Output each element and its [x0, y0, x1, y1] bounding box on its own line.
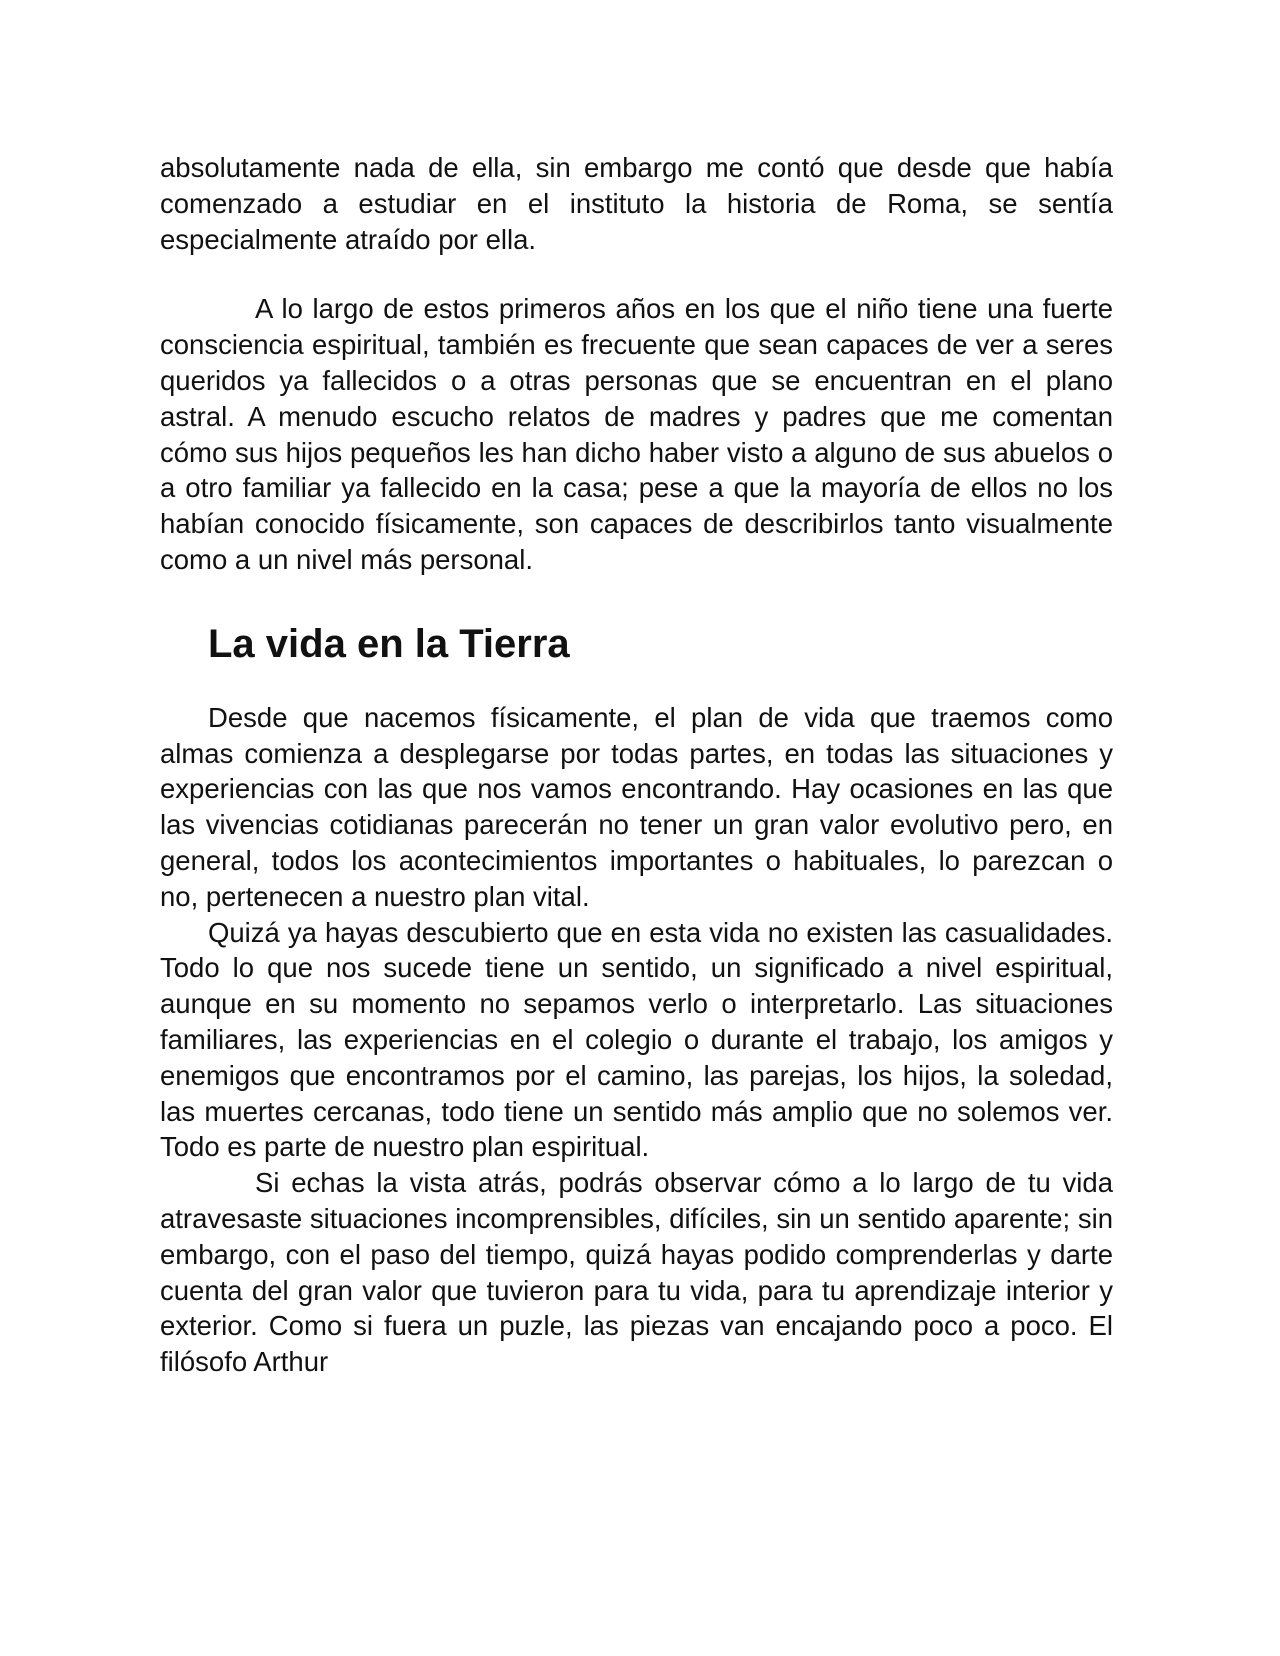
- paragraph-life-plan: Desde que nacemos físicamente, el plan de vida que traemos como almas comienza a desplegarse por todas partes, en todas las situaciones y experiencias con las que nos vamos encontrando. Hay ocasiones en las que las vivencias cotidianas parecerán no tener un gran valor evolutivo pero, en general, todos los acontecimientos importantes o habituales, lo parezcan o no, pertenecen a nuestro plan vital.: [160, 701, 1113, 912]
- document-page: [160, 150, 1113, 1380]
- section-heading: La vida en la Tierra: [208, 621, 570, 666]
- paragraph-spiritual-consciousness: A lo largo de estos primeros años en los que el niño tiene una fuerte consciencia espiritual, también es frecuente que sean capaces de ver a seres queridos ya fallecidos o a otras personas que se encuentran en el plano astral. A menudo escucho relatos de madres y padres que me comentan cómo sus hijos pequeños les han dicho haber visto a alguno de sus abuelos o a otro familiar ya fallecido en la casa; pese a que la mayoría de ellos no los habían conocido físicamente, son capaces de describirlos tanto visualmente como a un nivel más personal.: [160, 293, 1113, 575]
- paragraph-continuation: absolutamente nada de ella, sin embargo me contó que desde que había comenzado a estudiar en el instituto la historia de Roma, se sentía especialmente atraído por ella.: [160, 152, 1113, 255]
- paragraph-look-back: Si echas la vista atrás, podrás observar cómo a lo largo de tu vida atravesaste situaciones incomprensibles, difíciles, sin un sentido aparente; sin embargo, con el paso del tiempo, quizá hayas podido comprenderlas y darte cuenta del gran valor que tuvieron para tu vida, para tu aprendizaje interior y exterior. Como si fuera un puzle, las piezas van encajando poco a poco. El filósofo Arthur: [160, 1167, 1113, 1378]
- paragraph-no-coincidences: Quizá ya hayas descubierto que en esta vida no existen las casualidades. Todo lo que nos sucede tiene un sentido, un significado a nivel espiritual, aunque en su momento no sepamos verlo o interpretarlo. Las situaciones familiares, las experiencias en el colegio o durante el trabajo, los amigos y enemigos que encontramos por el camino, las parejas, los hijos, la soledad, las muertes cercanas, todo tiene un sentido más amplio que no solemos ver. Todo es parte de nuestro plan espiritual.: [160, 916, 1113, 1163]
